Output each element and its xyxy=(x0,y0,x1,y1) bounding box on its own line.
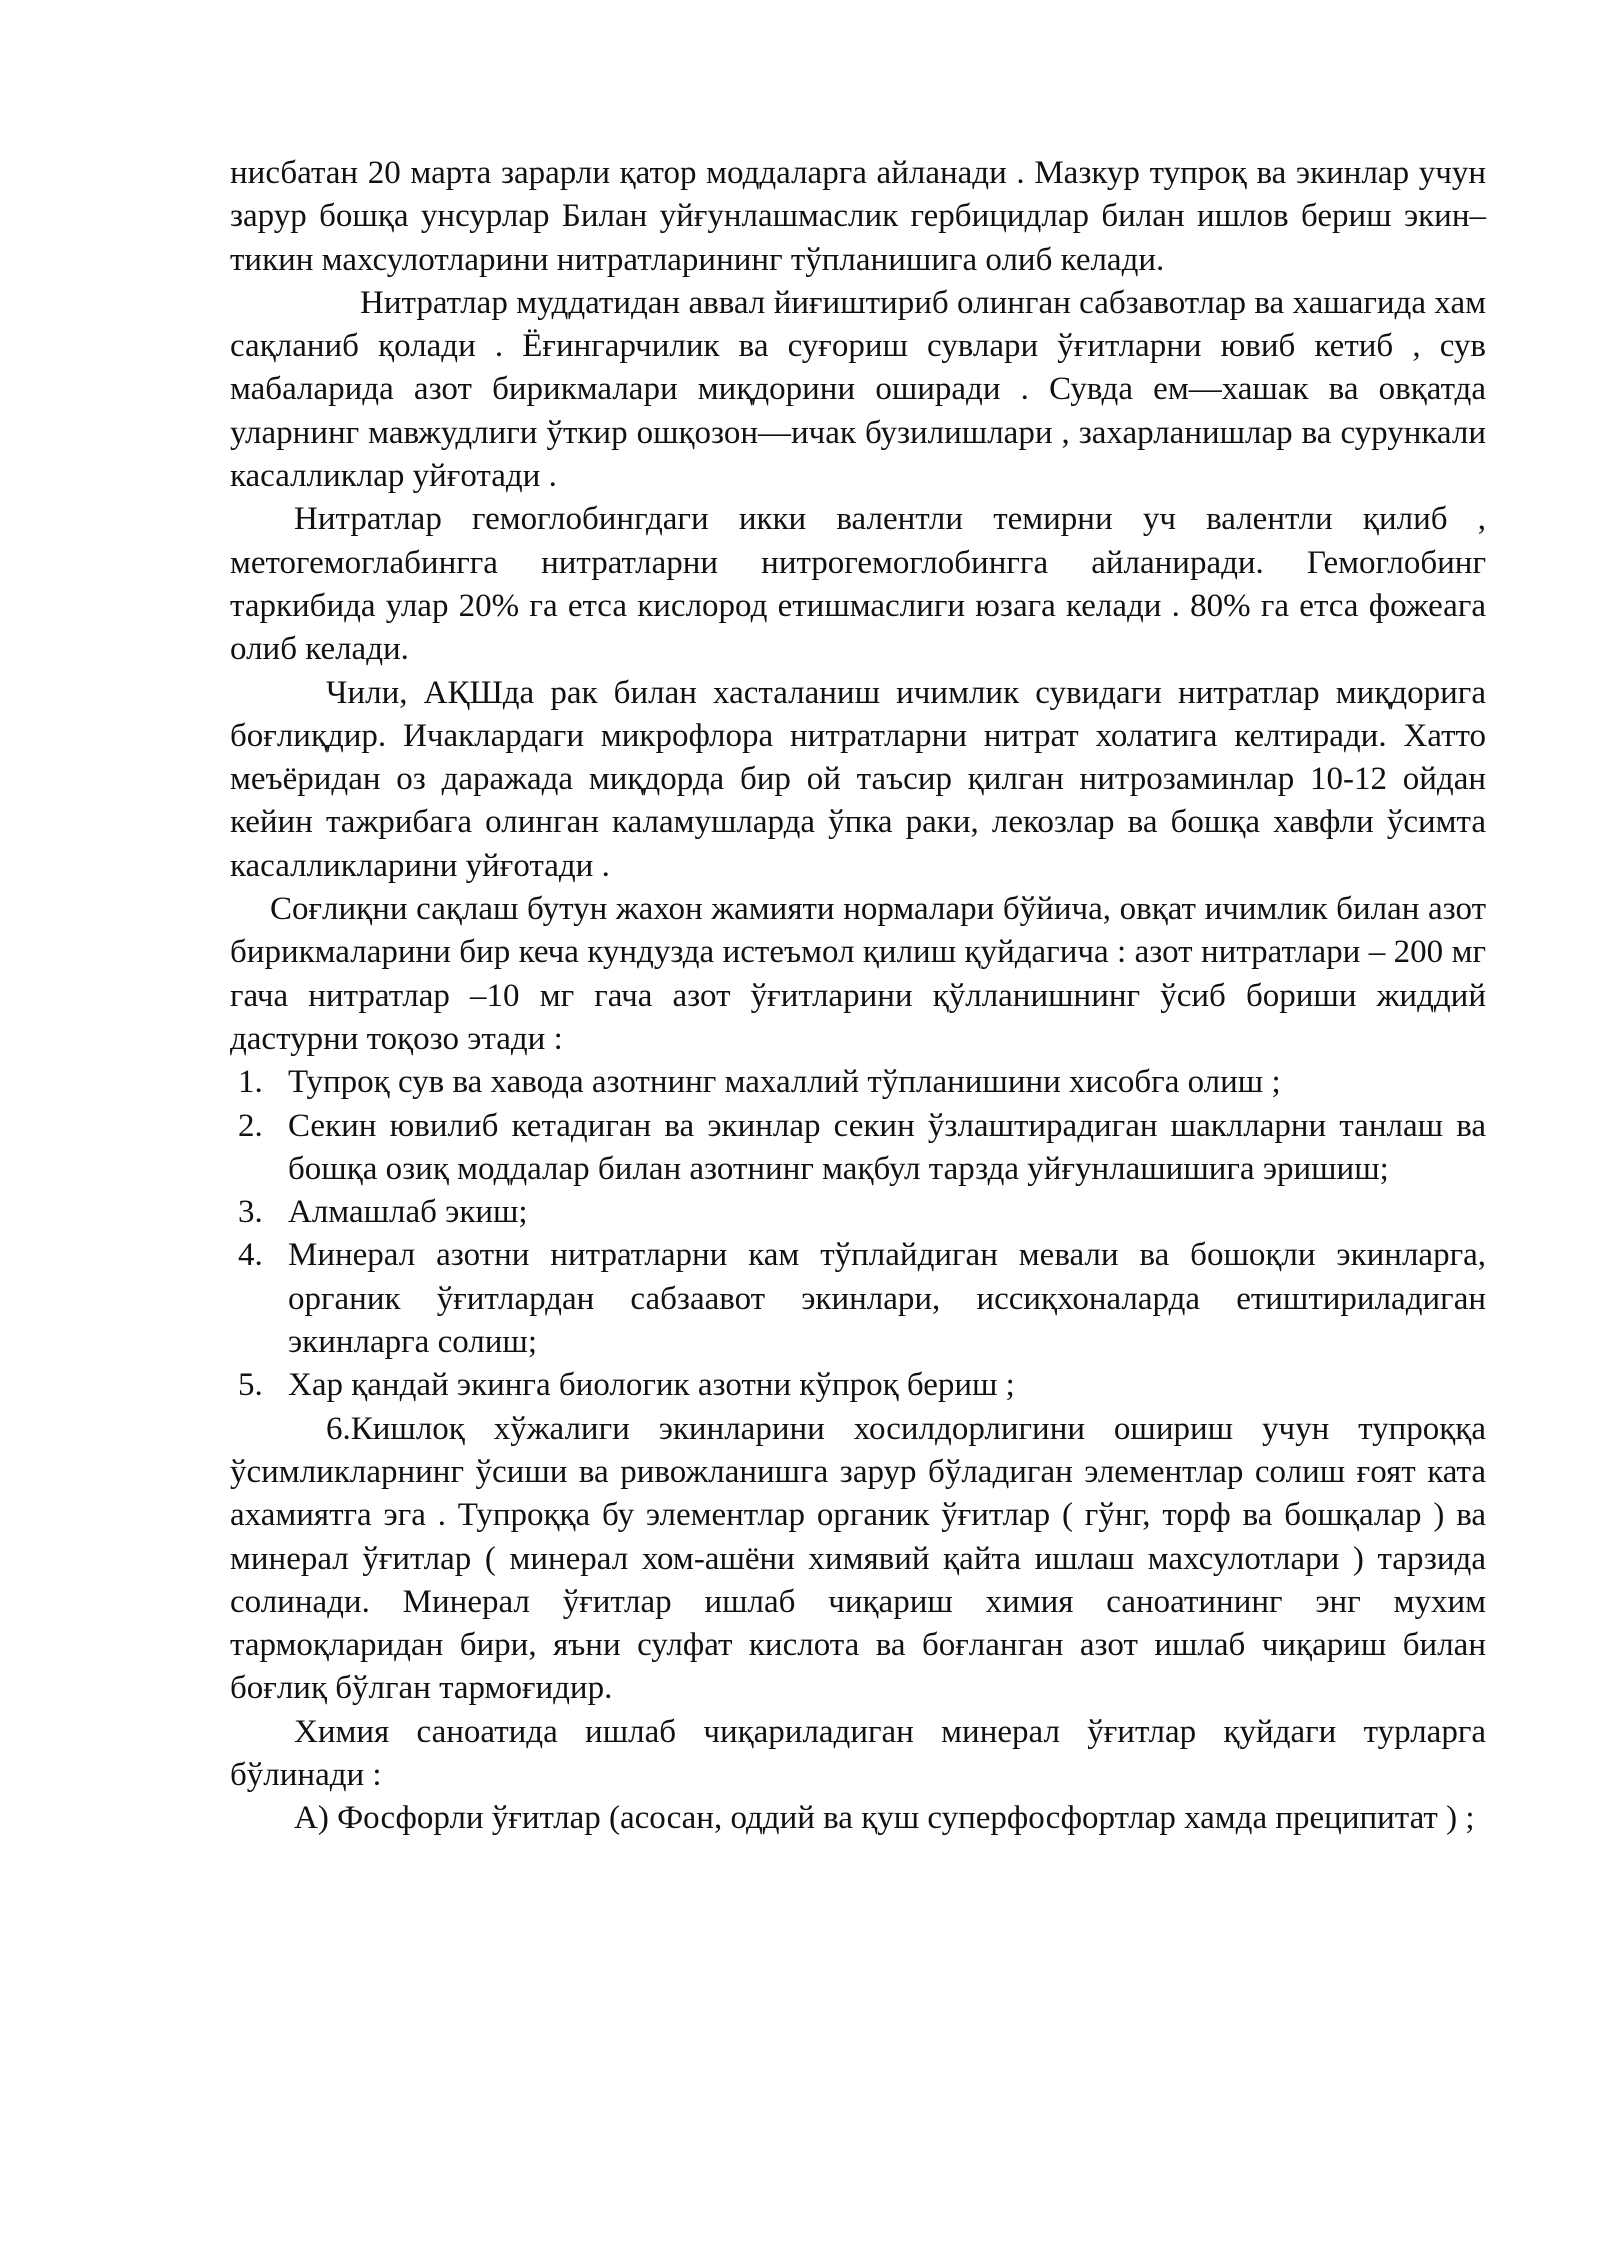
list-item-text: Минерал азотни нитратларни кам тўплайдиган мевали ва бошоқли экинларга, органик ўғитлардан сабзаавот экинлари, иссиқхоналарда етиштириладиган экинларга солиш; xyxy=(288,1237,1486,1361)
list-item-number: 5. xyxy=(238,1367,263,1404)
list-item-number: 2. xyxy=(238,1107,263,1144)
paragraph-8: А) Фосфорли ўғитлар (асосан, оддий ва қуш суперфосфортлар хамда преципитат ) ; xyxy=(294,1800,1475,1837)
list-item-text: Тупроқ сув ва хавода азотнинг махаллий тўпланишини хисобга олиш ; xyxy=(288,1064,1281,1101)
list-item-text: Секин ювилиб кетадиган ва экинлар секин ўзлаштирадиган шаклларни танлаш ва бошқа озиқ моддалар билан азотнинг мақбул тарзда уйғунлашишига эришиш; xyxy=(288,1107,1486,1187)
list-item-number: 4. xyxy=(238,1237,263,1274)
list-item xyxy=(230,1234,1486,1364)
list-item-text: Алмашлаб экиш; xyxy=(288,1194,528,1231)
paragraph-3: Нитратлар гемоглобингдаги икки валентли темирни уч валентли қилиб , метогемоглабингга нитратларни нитрогемоглобингга айланиради. Гемоглобинг таркибида улар 20% га етса кислород етишмаслиги юзага келади . 80% га етса фожеага олиб келади. xyxy=(230,501,1486,668)
paragraph-4: Чили, АҚШда рак билан хасталаниш ичимлик сувидаги нитратлар миқдорига боғлиқдир. Ичаклардаги микрофлора нитратларни нитрат холатига келтиради. Хатто меъёридан оз даражада миқдорда бир ой таъсир қилган нитрозаминлар 10-12 ойдан кейин тажрибага олинган каламушларда ўпка раки, лекозлар ва бошқа хавфли ўсимта касалликларини уйғотади . xyxy=(230,674,1486,884)
numbered-list xyxy=(230,1061,1486,1407)
list-item-number: 3. xyxy=(238,1194,263,1231)
paragraph-2: Нитратлар муддатидан аввал йиғиштириб олинган сабзавотлар ва хашагида хам сақланиб қолади . Ёғингарчилик ва суғориш сувлари ўғитларни ювиб кетиб , сув мабаларида азот бирикмалари миқдорини оширади . Сувда ем—хашак ва овқатда уларнинг мавжудлиги ўткир ошқозон—ичак бузилишлари , захарланишлар ва сурункали касалликлар уйғотади . xyxy=(230,284,1486,495)
list-item xyxy=(230,1105,1486,1192)
paragraph-6: 6.Кишлоқ хўжалиги экинларини хосилдорлигини ошириш учун тупроққа ўсимликларнинг ўсиши ва ривожланишга зарур бўладиган элементлар солиш ғоят ката ахамиятга эга . Тупроққа бу элементлар органик ўғитлар ( гўнг, торф ва бошқалар ) ва минерал ўғитлар ( минерал хом-ашёни химявий қайта ишлаш махсулотлари ) тарзида солинади. Минерал ўғитлар ишлаб чиқариш химия саноатининг энг мухим тармоқларидан бири, яъни сулфат кислота ва боғланган азот ишлаб чиқариш билан боғлиқ бўлган тармоғидир. xyxy=(230,1410,1486,1707)
list-item xyxy=(230,1191,1486,1234)
list-item-number: 1. xyxy=(238,1064,263,1101)
paragraph-7: Химия саноатида ишлаб чиқариладиган минерал ўғитлар қуйдаги турларга бўлинади : xyxy=(230,1713,1486,1793)
document-page xyxy=(230,152,1486,1841)
list-item-text: Хар қандай экинга биологик азотни кўпроқ бериш ; xyxy=(288,1367,1015,1404)
list-item xyxy=(230,1061,1486,1104)
paragraph-5: Соғлиқни сақлаш бутун жахон жамияти нормалари бўйича, овқат ичимлик билан азот бирикмаларини бир кеча кундузда истеъмол қилиш қуйдагича : азот нитратлари – 200 мг гача нитратлар –10 мг гача азот ўғитларини қўлланишнинг ўсиб бориши жиддий дастурни тоқозо этади : xyxy=(230,891,1486,1057)
paragraph-1: нисбатан 20 марта зарарли қатор моддаларга айланади . Мазкур тупроқ ва экинлар учун зарур бошқа унсурлар Билан уйғунлашмаслик гербицидлар билан ишлов бериш экин–тикин махсулотларини нитратларининг тўпланишига олиб келади. xyxy=(230,155,1486,278)
list-item xyxy=(230,1364,1486,1407)
